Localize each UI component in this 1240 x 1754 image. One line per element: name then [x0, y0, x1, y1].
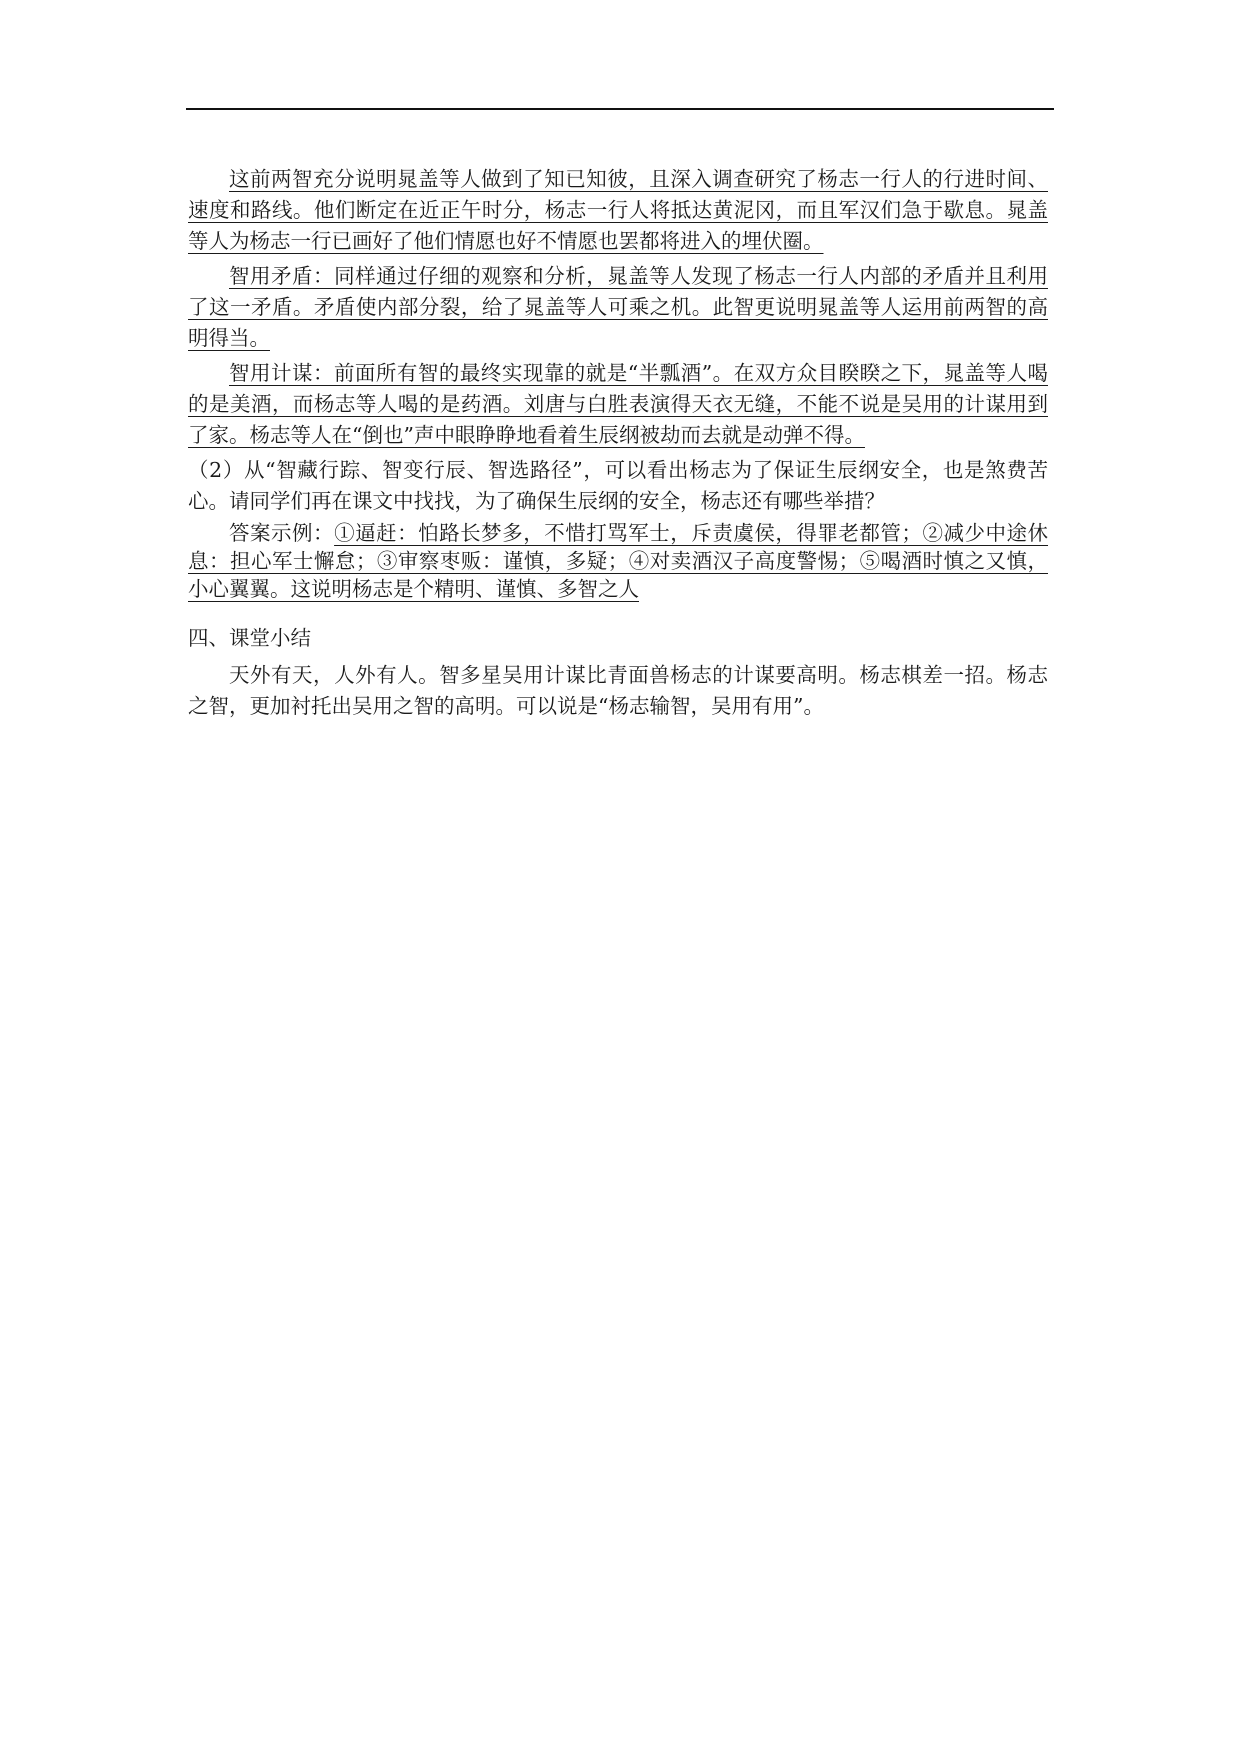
answer-label: 答案示例：: [229, 521, 335, 545]
underlined-text: 这前两智充分说明晁盖等人做到了知已知彼，且深入调查研究了杨志一行人的行进时间、速度和路线。他们断定在近正午时分，杨志一行人将抵达黄泥冈，而且军汉们急于歇息。晁盖等人为杨志一行已画好了他们情愿也好不情愿也罢都将进入的埋伏圈。: [188, 167, 1048, 253]
underlined-text: 智用矛盾：同样通过仔细的观察和分析，晁盖等人发现了杨志一行人内部的矛盾并且利用了这一矛盾。矛盾使内部分裂，给了晁盖等人可乘之机。此智更说明晁盖等人运用前两智的高明得当。: [188, 264, 1048, 350]
section-heading: 四、课堂小结: [188, 626, 311, 650]
underlined-text: 智用计谋：前面所有智的最终实现靠的就是“半瓢酒”。在双方众目睽睽之下，晁盖等人喝的是美酒，而杨志等人喝的是药酒。刘唐与白胜表演得天衣无缝，不能不说是吴用的计谋用到了家。杨志等人在“倒也”声中眼睁睁地看着生辰纲被劫而去就是动弹不得。: [188, 361, 1048, 447]
answer-body: ①逼赶：怕路长梦多，不惜打骂军士，斥责虞侯，得罪老都管；②减少中途休息：担心军士懈怠；③审察枣贩：谨慎，多疑；④对卖酒汉子高度警惕；⑤喝酒时慎之又慎，小心翼翼。这说明杨志是个精明、谨慎、多智之人: [188, 521, 1049, 601]
paragraph-contradiction: [188, 261, 1048, 354]
paragraph-analysis-first-two: [188, 164, 1048, 257]
header-rule: [186, 108, 1054, 110]
question-2: （2）从“智藏行踪、智变行辰、智选路径”，可以看出杨志为了保证生辰纲安全，也是煞费苦心。请同学们再在课文中找找，为了确保生辰纲的安全，杨志还有哪些举措？: [188, 458, 1048, 513]
answer-example: [188, 519, 1048, 603]
paragraph-scheme: [188, 358, 1048, 451]
summary-paragraph: 天外有天，人外有人。智多星吴用计谋比青面兽杨志的计谋要高明。杨志棋差一招。杨志之智，更加衬托出吴用之智的高明。可以说是“杨志输智，吴用有用”。: [188, 663, 1048, 718]
document-body: [188, 164, 1048, 722]
